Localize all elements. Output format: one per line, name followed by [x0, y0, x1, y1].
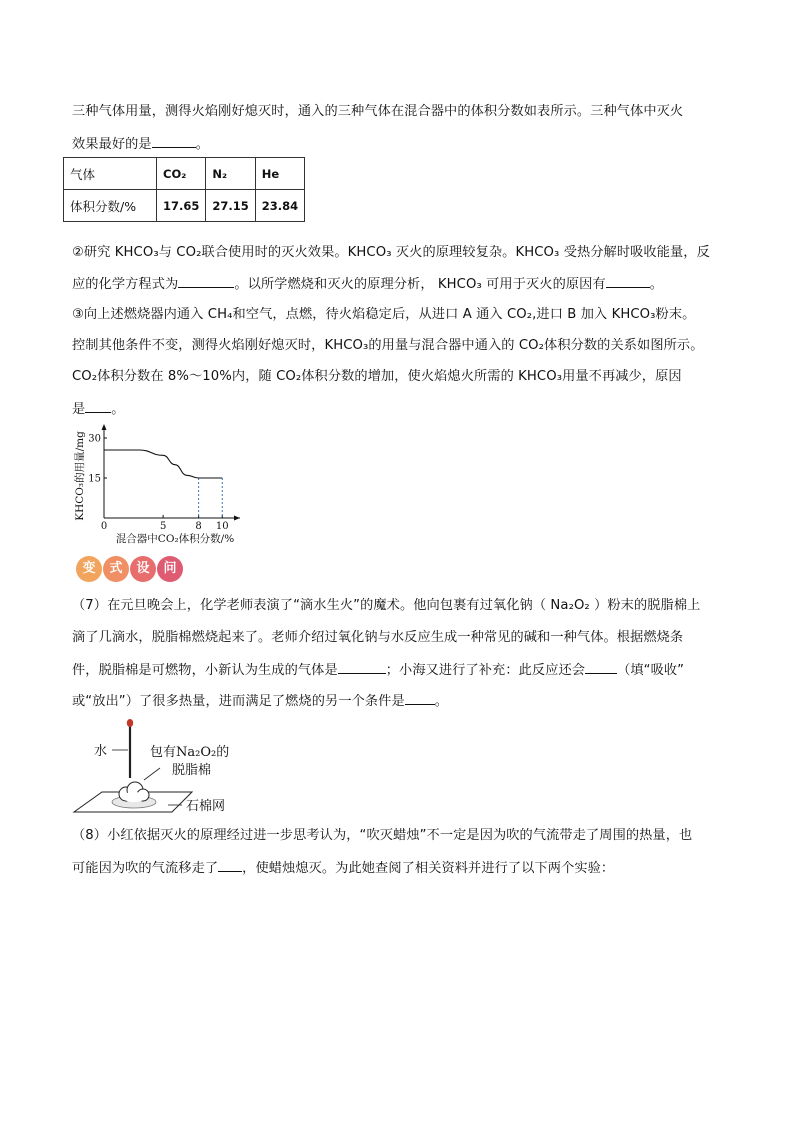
badge-char: 变 — [76, 556, 102, 582]
q8-line-2-start: 可能因为吹的气流移走了 — [72, 861, 219, 876]
q2-line-2-mid: 。以所学燃烧和灭火的原理分析， KHCO₃ 可用于灭火的原因有 — [234, 277, 606, 292]
q3-line-4-start: 是 — [72, 402, 86, 417]
x-tick-label: 8 — [195, 521, 202, 532]
y-tick-label: 15 — [88, 473, 101, 485]
q2-line-2-start: 应的化学方程式为 — [72, 277, 179, 292]
y-tick-label: 30 — [88, 433, 101, 445]
intro-line-2-end: 。 — [195, 137, 210, 152]
khco3-usage-chart — [66, 422, 256, 550]
cotton-experiment-figure — [72, 716, 272, 816]
answer-blank[interactable] — [585, 659, 617, 674]
gas-volume-table — [63, 157, 305, 222]
chart-xlabel: 混合器中CO₂体积分数/% — [115, 533, 235, 545]
q3-line-2: 控制其他条件不变，测得火焰刚好熄灭时，KHCO₃的用量与混合器中通入的 CO₂体积分数的关系如图所示。 — [72, 338, 704, 353]
table-row-values — [64, 190, 305, 222]
q2-line-1: ②研究 KHCO₃与 CO₂联合使用时的灭火效果。KHCO₃ 灭火的原理较复杂。KHCO₃ 受热分解时吸收能量，反 — [72, 245, 710, 260]
answer-blank[interactable] — [405, 690, 435, 705]
cotton-label-1: 包有Na₂O₂的 — [150, 745, 230, 760]
q7-line-4-end: 。 — [434, 694, 449, 709]
q7-line-2: 滴了几滴水，脱脂棉燃烧起来了。老师介绍过氧化钠与水反应生成一种常见的碱和一种气体。根据燃烧条 — [72, 630, 684, 645]
water-label: 水 — [94, 744, 108, 759]
table-value-co2: 17.65 — [157, 190, 206, 222]
x-tick-label: 10 — [215, 521, 229, 532]
x-axis-arrow — [234, 516, 240, 521]
variant-question-badge — [76, 556, 186, 582]
q7-line-1: （7）在元旦晚会上，化学老师表演了“滴水生火”的魔术。他向包裹有过氧化钠（ Na₂O₂ ）粉末的脱脂棉上 — [72, 598, 701, 613]
q2-line-2-end: 。 — [649, 277, 664, 292]
answer-blank[interactable] — [218, 857, 242, 872]
table-value-n2: 27.15 — [206, 190, 255, 222]
table-col-co2: CO₂ — [157, 158, 206, 190]
x-tick-label: 0 — [100, 521, 108, 532]
q7-line-3-end: （填“吸收” — [617, 663, 685, 678]
table-row-header — [64, 158, 305, 190]
q2-line-2 — [72, 273, 663, 295]
x-tick-label: 5 — [159, 521, 167, 532]
table-header-label: 气体 — [64, 158, 157, 190]
cotton-label-2: 脱脂棉 — [172, 763, 212, 778]
intro-line-1: 三种气体用量，测得火焰刚好熄灭时，通入的三种气体在混合器中的体积分数如表所示。三种气体中灭火 — [72, 104, 684, 119]
answer-blank[interactable] — [85, 398, 111, 413]
chart-marks — [88, 424, 240, 532]
answer-blank[interactable] — [338, 659, 386, 674]
badge-char: 问 — [157, 556, 183, 582]
table-row-label: 体积分数/% — [64, 190, 157, 222]
table-col-n2: N₂ — [206, 158, 255, 190]
answer-blank[interactable] — [606, 273, 650, 288]
badge-char: 式 — [103, 556, 129, 582]
q8-line-2 — [72, 857, 614, 879]
dropper-bulb-icon — [127, 719, 133, 727]
q7-line-3-start: 件，脱脂棉是可燃物，小新认为生成的气体是 — [72, 663, 338, 678]
q7-line-3-mid: ；小海又进行了补充：此反应还会 — [385, 663, 586, 678]
q3-line-1: ③向上述燃烧器内通入 CH₄和空气，点燃，待火焰稳定后，从进口 A 通入 CO₂,进口 B 加入 KHCO₃粉末。 — [72, 307, 696, 322]
q7-line-4 — [72, 690, 448, 712]
answer-blank[interactable] — [152, 133, 196, 148]
chart-ylabel: KHCO₃的用量/mg — [74, 431, 86, 521]
badge-char: 设 — [130, 556, 156, 582]
q8-line-2-end: ，使蜡烛熄灭。为此她查阅了相关资料并进行了以下两个实验： — [242, 861, 615, 876]
q8-line-1: （8）小红依据灭火的原理经过进一步思考认为，“吹灭蜡烛”不一定是因为吹的气流带走了周围的热量，也 — [72, 828, 693, 843]
series-line — [104, 450, 222, 478]
answer-blank[interactable] — [178, 273, 234, 288]
cotton-ball-icon — [119, 782, 149, 802]
q3-line-4 — [72, 398, 125, 420]
q7-line-4-start: 或“放出”）了很多热量，进而满足了燃烧的另一个条件是 — [72, 694, 405, 709]
y-axis-arrow — [102, 424, 107, 430]
q7-line-3 — [72, 659, 684, 681]
intro-line-2-text: 效果最好的是 — [72, 137, 152, 152]
intro-line-2 — [72, 133, 209, 155]
gauze-label: 石棉网 — [186, 799, 226, 814]
table-value-he: 23.84 — [255, 190, 304, 222]
q3-line-3: CO₂体积分数在 8%～10%内，随 CO₂体积分数的增加，使火焰熄火所需的 KHCO₃用量不再减少，原因 — [72, 369, 682, 384]
q3-line-4-end: 。 — [111, 402, 125, 417]
table-col-he: He — [255, 158, 304, 190]
